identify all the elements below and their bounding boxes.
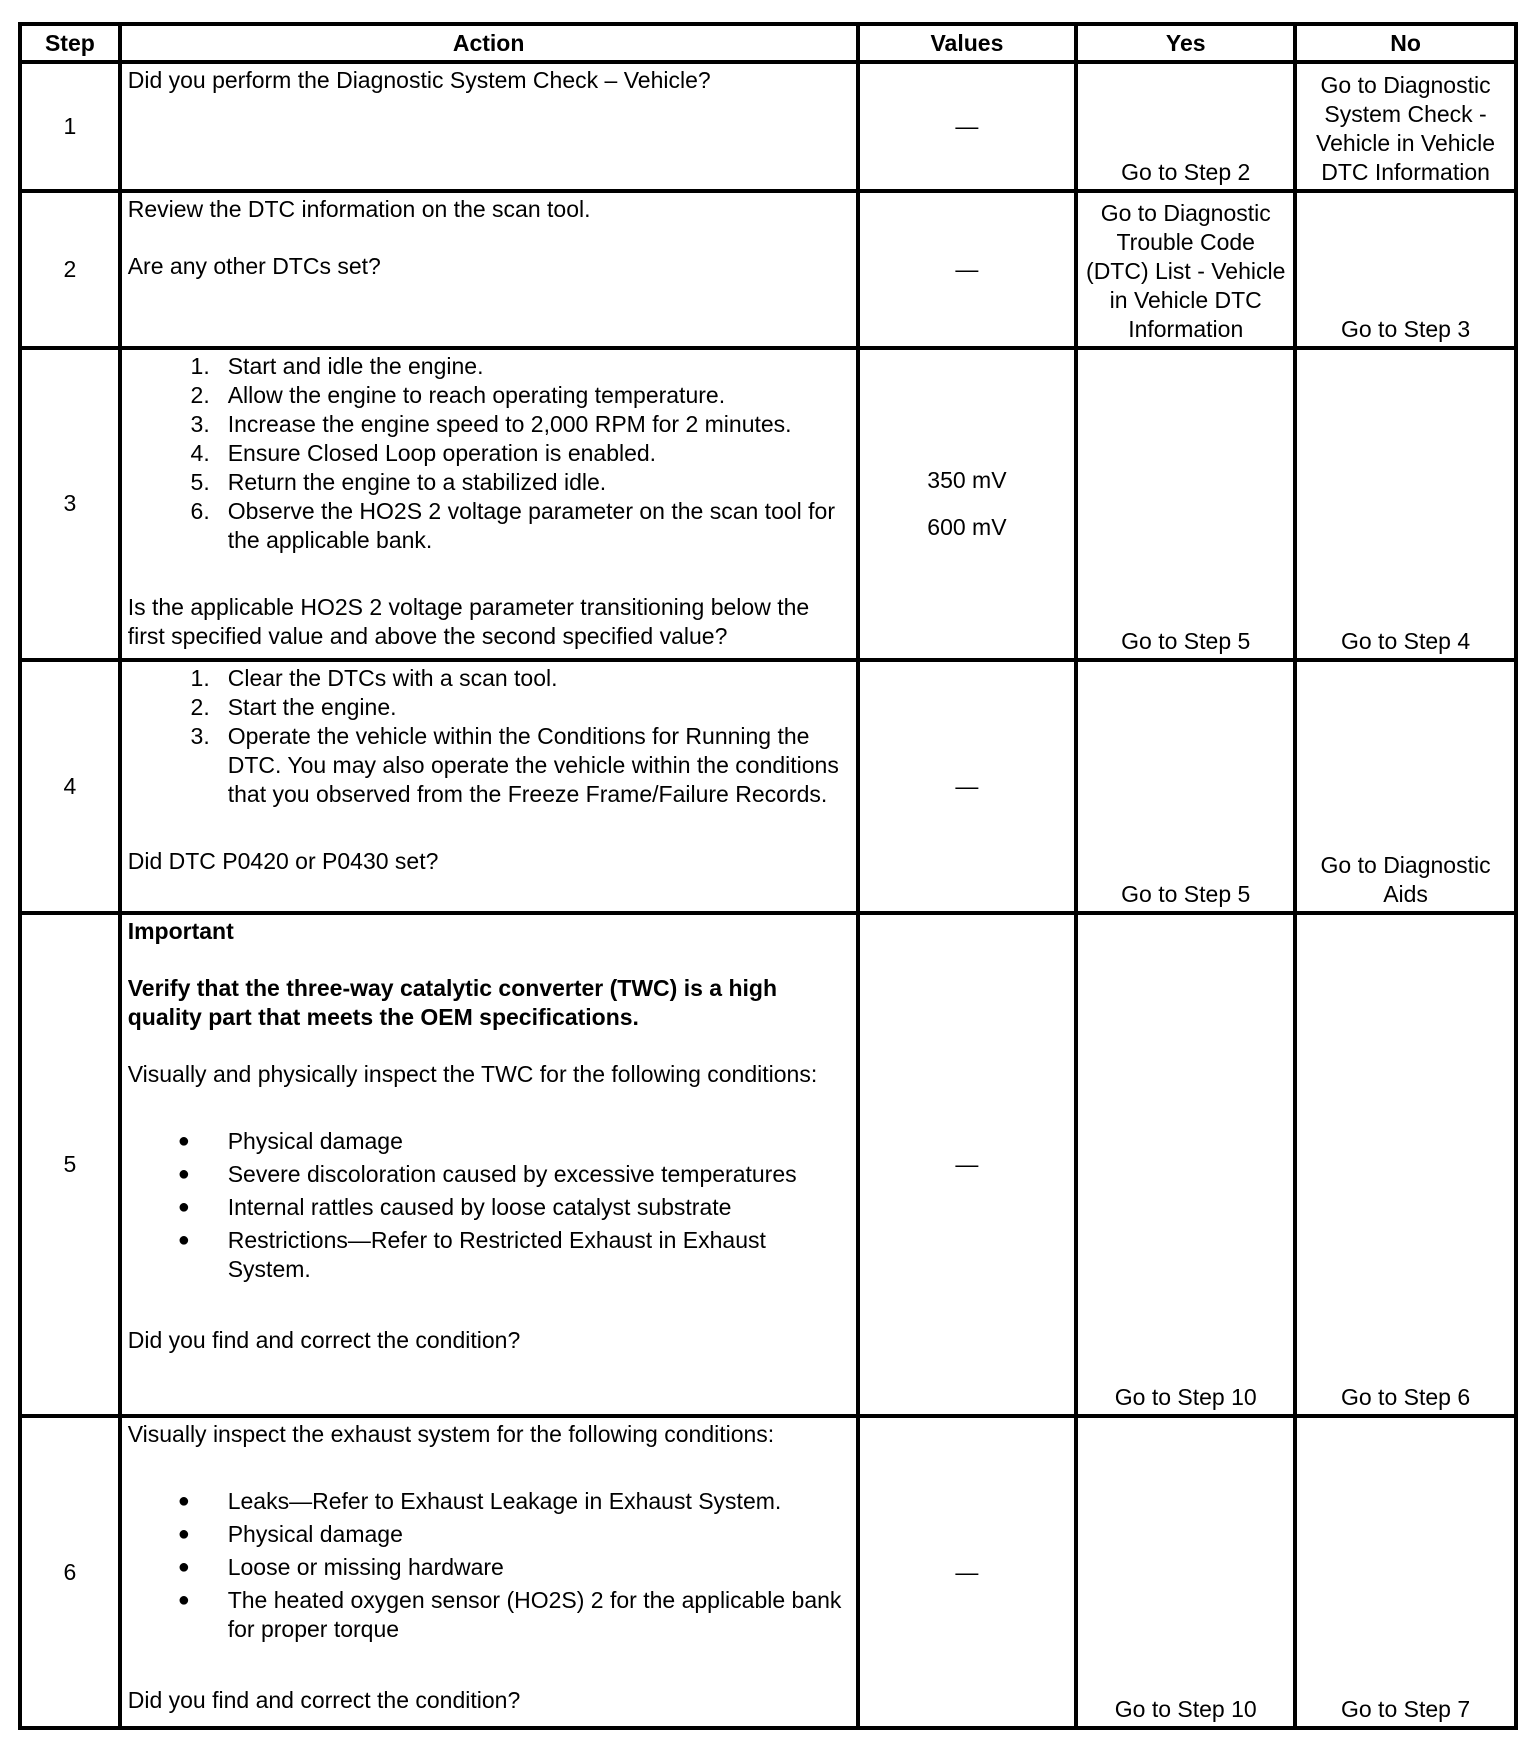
list-item: ● Restrictions—Refer to Restricted Exhaust in Exhaust System. — [177, 1227, 766, 1283]
step-number: 6 — [20, 1416, 120, 1728]
action-cell — [120, 62, 858, 191]
value-first: 350 mV — [927, 466, 1007, 493]
bullet-list — [128, 1127, 850, 1284]
action-intro: Visually inspect the exhaust system for the following conditions: — [127, 1421, 775, 1448]
yes-cell: Go to Step 5 — [1076, 348, 1295, 660]
list-item: 3. Increase the engine speed to 2,000 RPM for 2 minutes. — [190, 410, 792, 437]
action-cell — [120, 913, 858, 1416]
list-item: ● Physical damage — [177, 1521, 403, 1548]
numbered-list — [128, 664, 850, 809]
list-item: ● Physical damage — [177, 1128, 403, 1155]
no-cell: Go to Diagnostic Aids — [1295, 660, 1516, 914]
list-item: 6. Observe the HO2S 2 voltage parameter on the scan tool for the applicable bank. — [190, 497, 835, 553]
no-cell: Go to Step 7 — [1295, 1416, 1516, 1728]
step-number: 2 — [20, 191, 120, 348]
action-question: Did you perform the Diagnostic System Check – Vehicle? — [127, 67, 711, 93]
table-row-step-3 — [20, 348, 1516, 660]
yes-cell: Go to Step 10 — [1076, 1416, 1295, 1728]
header-values: Values — [858, 24, 1077, 62]
table-row-step-5 — [20, 913, 1516, 1416]
action-cell — [120, 348, 858, 660]
list-item: ● Internal rattles caused by loose catalyst substrate — [177, 1194, 732, 1221]
yes-cell: Go to Step 5 — [1076, 660, 1295, 914]
table-row-step-2 — [20, 191, 1516, 348]
values-cell: — — [858, 1416, 1077, 1728]
header-no: No — [1295, 24, 1516, 62]
yes-cell: Go to Diagnostic Trouble Code (DTC) List - Vehicle in Vehicle DTC Information — [1076, 191, 1295, 348]
step-number: 1 — [20, 62, 120, 191]
values-cell: — — [858, 62, 1077, 191]
list-item: 2. Allow the engine to reach operating temperature. — [190, 381, 726, 408]
action-intro: Visually and physically inspect the TWC for the following conditions: — [127, 1061, 818, 1088]
important-note: Verify that the three-way catalytic converter (TWC) is a high quality part that meets the OEM specifications. — [127, 975, 777, 1031]
numbered-list — [128, 352, 850, 555]
action-question: Did DTC P0420 or P0430 set? — [127, 847, 439, 874]
value-second: 600 mV — [927, 513, 1007, 540]
action-cell — [120, 191, 858, 348]
action-question: Did you find and correct the condition? — [127, 1687, 521, 1714]
list-item: 5. Return the engine to a stabilized idle. — [190, 468, 607, 495]
list-item: ● Severe discoloration caused by excessive temperatures — [177, 1161, 797, 1188]
list-item: 4. Ensure Closed Loop operation is enabled. — [190, 439, 657, 466]
list-item: ● Leaks—Refer to Exhaust Leakage in Exhaust System. — [177, 1488, 782, 1515]
header-row — [20, 24, 1516, 62]
action-cell — [120, 660, 858, 914]
yes-cell: Go to Step 2 — [1076, 62, 1295, 191]
header-action: Action — [120, 24, 858, 62]
no-cell: Go to Step 6 — [1295, 913, 1516, 1416]
action-question: Are any other DTCs set? — [127, 252, 381, 279]
action-question: Did you find and correct the condition? — [127, 1327, 521, 1354]
yes-cell: Go to Step 10 — [1076, 913, 1295, 1416]
action-question: Is the applicable HO2S 2 voltage parameter transitioning below the first specified value and above the second specified value? — [127, 593, 810, 649]
list-item: 1. Start and idle the engine. — [190, 352, 484, 379]
values-cell: — — [858, 913, 1077, 1416]
important-heading: Important — [127, 918, 234, 945]
no-cell: Go to Step 4 — [1295, 348, 1516, 660]
action-cell — [120, 1416, 858, 1728]
list-item: 1. Clear the DTCs with a scan tool. — [190, 664, 558, 691]
no-cell: Go to Diagnostic System Check - Vehicle in Vehicle DTC Information — [1295, 62, 1516, 191]
bullet-list — [128, 1487, 850, 1644]
header-step: Step — [20, 24, 120, 62]
diagnostic-table — [18, 22, 1518, 1730]
list-item: ● The heated oxygen sensor (HO2S) 2 for the applicable bank for proper torque — [177, 1587, 842, 1643]
step-number: 3 — [20, 348, 120, 660]
values-cell — [858, 348, 1077, 660]
step-number: 4 — [20, 660, 120, 914]
action-intro: Review the DTC information on the scan tool. — [127, 195, 591, 222]
no-cell: Go to Step 3 — [1295, 191, 1516, 348]
list-item: 3. Operate the vehicle within the Conditions for Running the DTC. You may also operate the vehicle within the conditions that you observed from the Freeze Frame/Failure Records. — [190, 722, 839, 807]
table-row-step-6 — [20, 1416, 1516, 1728]
values-cell: — — [858, 191, 1077, 348]
list-item: ● Loose or missing hardware — [177, 1554, 504, 1581]
header-yes: Yes — [1076, 24, 1295, 62]
table-row-step-4 — [20, 660, 1516, 914]
list-item: 2. Start the engine. — [190, 693, 397, 720]
table-row-step-1 — [20, 62, 1516, 191]
step-number: 5 — [20, 913, 120, 1416]
diagnostic-steps-table — [18, 22, 1518, 1730]
values-cell: — — [858, 660, 1077, 914]
